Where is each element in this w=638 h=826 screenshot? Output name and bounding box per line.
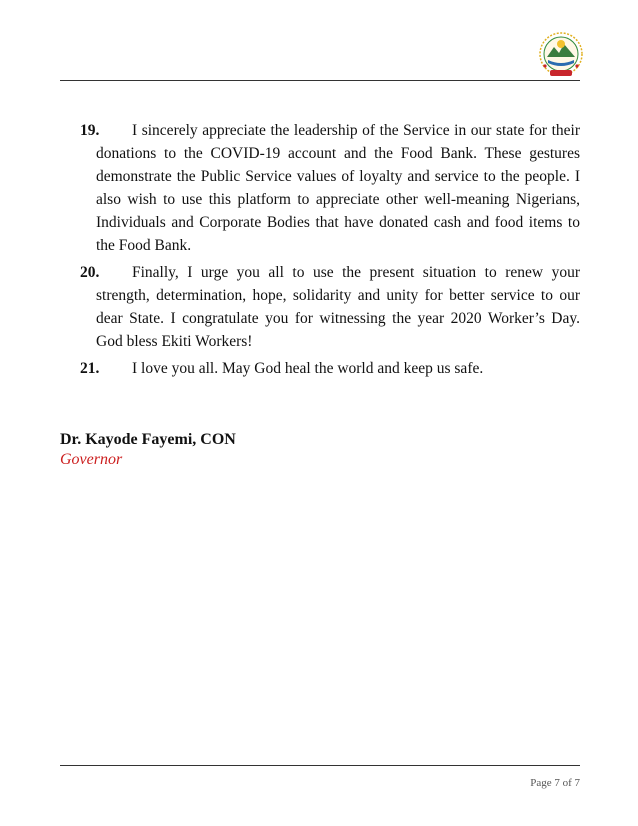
signatory-name: Dr. Kayode Fayemi, CON	[60, 431, 236, 448]
signature-block	[60, 430, 236, 470]
paragraph-number: 20.	[80, 264, 100, 281]
paragraph-text: I sincerely appreciate the leadership of the Service in our state for their donations to the COVID-19 account and the Food Bank. These gestures demonstrate the Public Service values of loyalty and service to the people. I also wish to use this platform to appreciate other well-meaning Nigerians, Individuals and Corporate Bodies that have donated cash and food items to the Food Bank.	[96, 122, 580, 254]
paragraph-20	[80, 261, 580, 353]
header-divider	[60, 80, 580, 81]
footer-divider	[60, 765, 580, 766]
paragraph-19	[80, 119, 580, 257]
paragraph-number: 21.	[80, 360, 100, 377]
signatory-title: Governor	[60, 451, 123, 468]
paragraph-text: I love you all. May God heal the world and keep us safe.	[132, 360, 484, 377]
paragraph-text: Finally, I urge you all to use the present situation to renew your strength, determination, hope, solidarity and unity for better service to our dear State. I congratulate you for witnessing the year 2020 Worker’s Day. God bless Ekiti Workers!	[96, 264, 580, 350]
ekiti-state-seal-icon	[536, 30, 586, 80]
paragraph-number: 19.	[80, 122, 100, 139]
paragraph-21	[80, 357, 580, 380]
page-number: Page 7 of 7	[530, 777, 580, 789]
